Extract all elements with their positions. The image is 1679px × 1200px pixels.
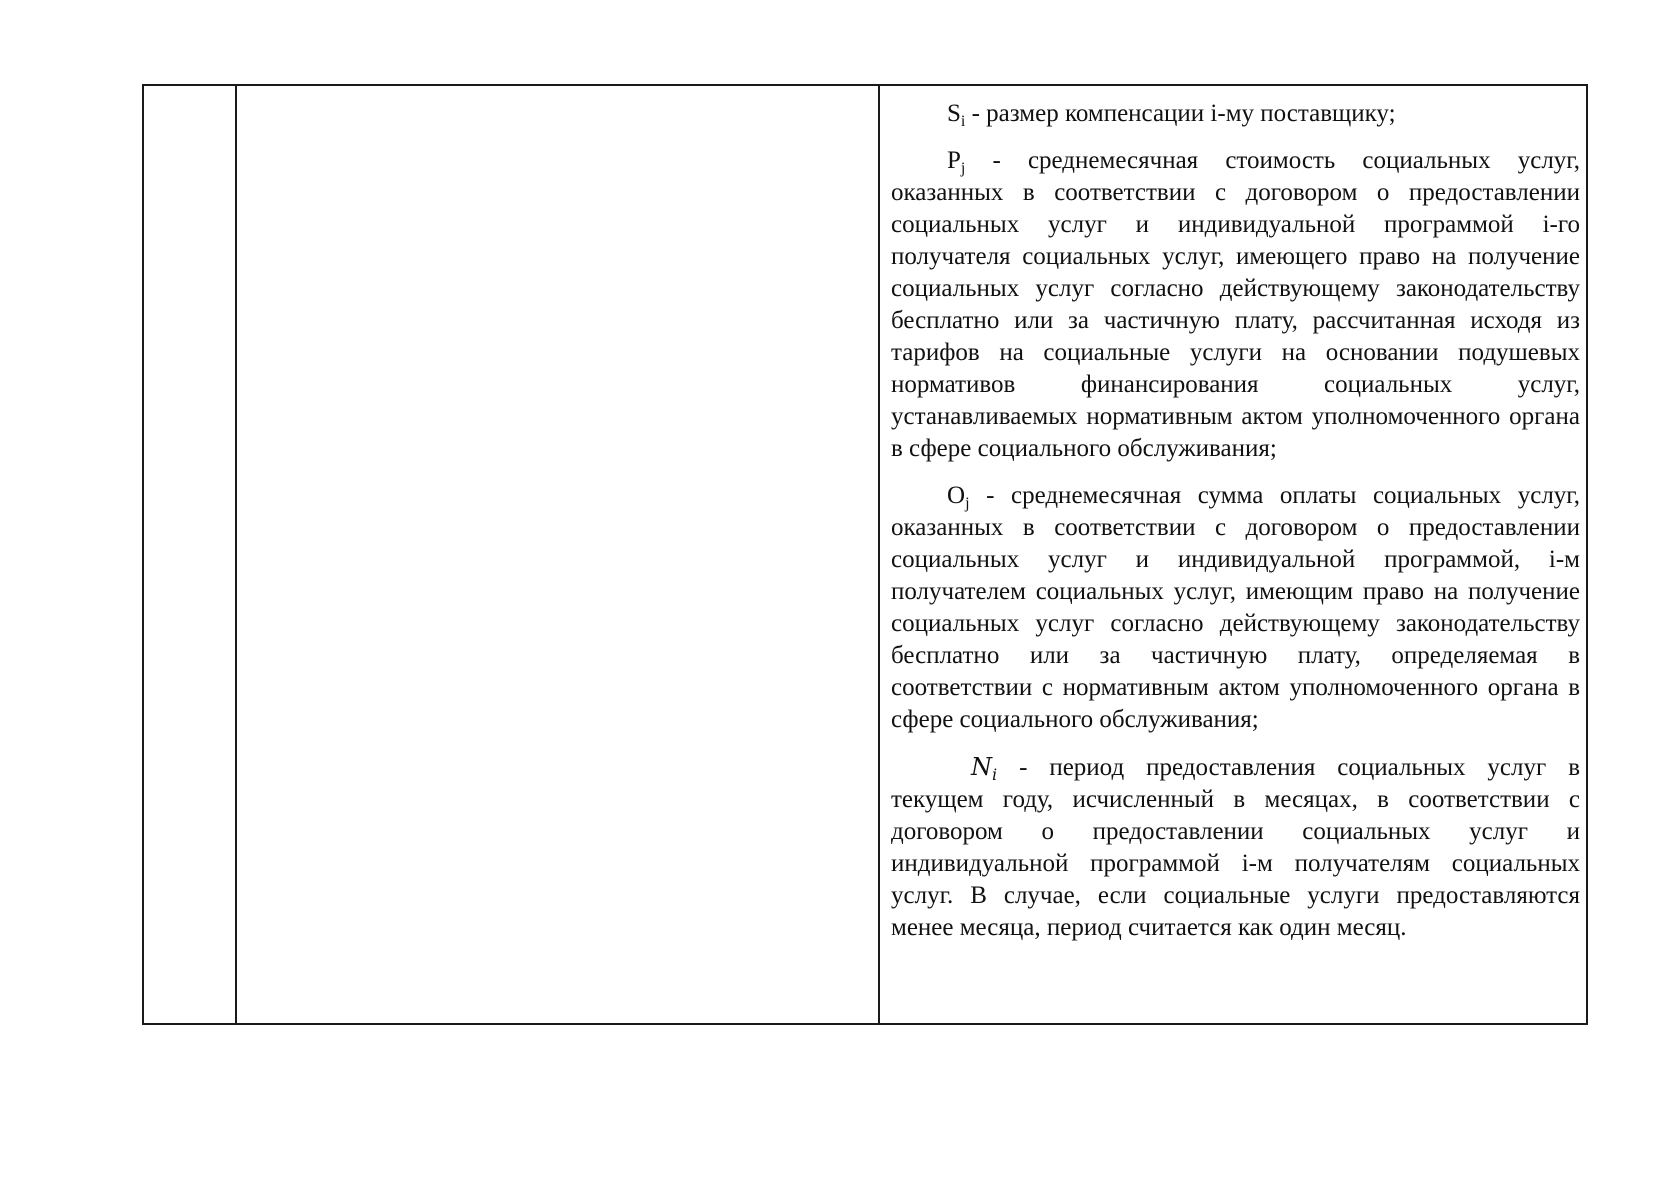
table-column-title <box>237 86 880 1023</box>
symbol-s: S <box>947 100 961 127</box>
definition-n-i <box>891 751 1580 944</box>
definition-text: - среднемесячная стоимость социальных услуг, оказанных в соответствии с договором о предоставлении социальных услуг и индивидуальной программой i-го получателя социальных услуг, имеющего право на получение социальных услуг согласно действующему законодательству бесплатно или за частичную плату, рассчитанная исходя из тарифов на социальные услуги на основании подушевых нормативов финансирования социальных услуг, устанавливаемых нормативным актом уполномоченного органа в сфере социального обслуживания; <box>891 147 1580 462</box>
table-column-number <box>144 86 237 1023</box>
definition-text: - размер компенсации i-му поставщику; <box>965 100 1396 127</box>
definition-s-i <box>891 98 1580 130</box>
subscript-i: i <box>992 765 998 784</box>
definition-text: - среднемесячная сумма оплаты социальных услуг, оказанных в соответствии с договором о предоставлении социальных услуг и индивидуальной программой, i-м получателем социальных услуг, имеющим право на получение социальных услуг согласно действующему законодательству бесплатно или за частичную плату, определяемая в соответствии с нормативным актом уполномоченного органа в сфере социального обслуживания; <box>891 482 1580 733</box>
subscript-i: i <box>960 113 966 130</box>
subscript-j: j <box>960 160 966 177</box>
document-table <box>142 84 1588 1025</box>
table-column-definitions <box>880 86 1586 1023</box>
symbol-n: N <box>971 753 992 781</box>
definition-o-j <box>891 480 1580 736</box>
symbol-o: O <box>947 482 966 509</box>
definition-p-j <box>891 145 1580 465</box>
symbol-p: P <box>947 147 961 174</box>
definition-text: - период предоставления социальных услуг в текущем году, исчисленный в месяцах, в соответствии с договором о предоставлении социальных услуг и индивидуальной программой i-м получателям социальных услуг. В случае, если социальные услуги предоставляются менее месяца, период считается как один месяц. <box>891 754 1580 941</box>
subscript-j: j <box>965 495 970 512</box>
